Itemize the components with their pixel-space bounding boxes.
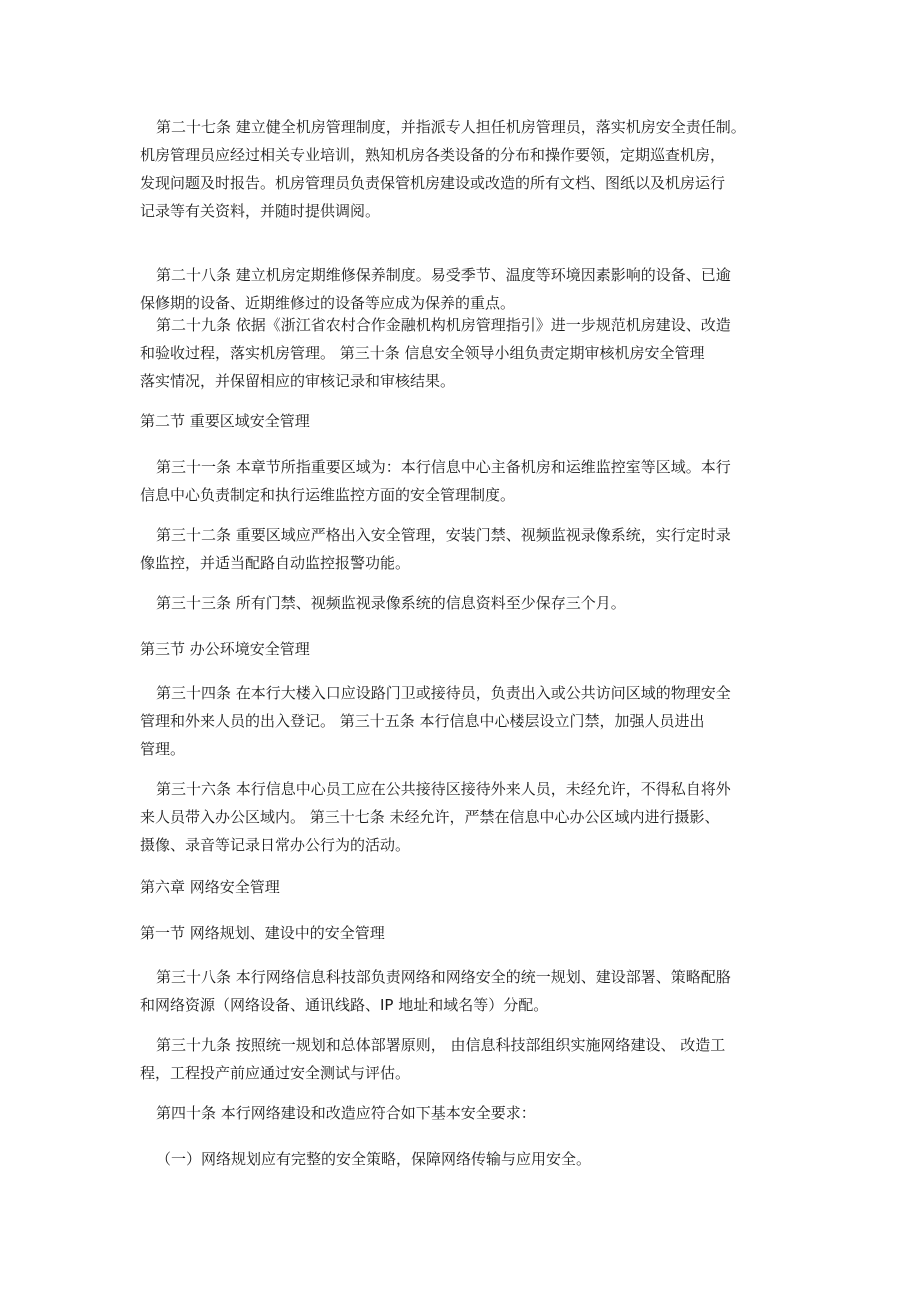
article-38-line-1: 第三十八条 本行网络信息科技部负责网络和网络安全的统一规划、建设部署、策略配胳 [156, 968, 731, 986]
article-27-line-1: 第二十七条 建立健全机房管理制度，并指派专人担任机房管理员，落实机房安全责任制。 [156, 118, 746, 136]
article-39-line-1: 第三十九条 按照统一规划和总体部署原则， 由信息科技部组织实施网络建设、 改造工 [156, 1036, 726, 1054]
article-28-line-2: 保修期的设备、近期维修过的设备等应成为保养的重点。 [140, 294, 516, 312]
article-40-line-1: 第四十条 本行网络建设和改造应符合如下基本安全要求： [156, 1104, 536, 1122]
section-3-title: 第三节 办公环境安全管理 [140, 640, 310, 658]
article-36-line-1: 第三十六条 本行信息中心员工应在公共接待区接待外来人员，未经允许，不得私自将外 [156, 780, 731, 798]
article-29-line-2: 和验收过程，落实机房管理。 第三十条 信息安全领导小组负责定期审核机房安全管理 [140, 344, 705, 362]
chapter-6-title: 第六章 网络安全管理 [140, 878, 280, 896]
article-38-line-2: 和网络资源（网络设备、通讯线路、IP 地址和域名等）分配。 [140, 996, 549, 1014]
section-2-title: 第二节 重要区域安全管理 [140, 412, 310, 430]
article-33-line-1: 第三十三条 所有门禁、视频监视录像系统的信息资料至少保存三个月。 [156, 594, 626, 612]
section-1-title: 第一节 网络规划、建设中的安全管理 [140, 924, 385, 942]
chapter-6-heading [140, 873, 790, 901]
section-3-heading [140, 635, 790, 663]
article-29-line-1: 第二十九条 依据《浙江省农村合作金融机构机房管理指引》进一步规范机房建设、改造 [156, 316, 731, 334]
article-29 [140, 311, 790, 395]
article-31-line-2: 信息中心负责制定和执行运维监控方面的安全管理制度。 [140, 486, 516, 504]
section-2-heading [140, 407, 790, 435]
article-31-line-1: 第三十一条 本章节所指重要区域为：本行信息中心主备机房和运维监控室等区域。本行 [156, 458, 731, 476]
article-34-line-1: 第三十四条 在本行大楼入口应设路门卫或接待员，负责出入或公共访问区域的物理安全 [156, 684, 731, 702]
article-36-line-2: 来人员带入办公区域内。 第三十七条 未经允许，严禁在信息中心办公区域内进行摄影、 [140, 808, 720, 826]
article-32-line-2: 像监控，并适当配路自动监控报警功能。 [140, 554, 411, 572]
article-34-line-2: 管理和外来人员的出入登记。 第三十五条 本行信息中心楼层设立门禁，加强人员进出 [140, 712, 705, 730]
article-36 [140, 775, 790, 859]
article-28 [140, 261, 790, 317]
article-34-line-3: 管理。 [140, 740, 186, 758]
item-1-line-1: （一）网络规划应有完整的安全策略，保障网络传输与应用安全。 [156, 1150, 592, 1168]
article-27-line-4: 记录等有关资料，并随时提供调阅。 [140, 202, 381, 220]
item-1 [140, 1145, 790, 1173]
article-27-line-2: 机房管理员应经过相关专业培训，熟知机房各类设备的分布和操作要领，定期巡查机房， [140, 146, 726, 164]
article-32-line-1: 第三十二条 重要区域应严格出入安全管理，安装门禁、视频监视录像系统，实行定时录 [156, 526, 731, 544]
article-36-line-3: 摄像、录音等记录日常办公行为的活动。 [140, 836, 411, 854]
article-34 [140, 679, 790, 763]
article-39 [140, 1031, 790, 1087]
article-27-line-3: 发现问题及时报告。机房管理员负责保管机房建设或改造的所有文档、图纸以及机房运行 [140, 174, 726, 192]
article-28-line-1: 第二十八条 建立机房定期维修保养制度。易受季节、温度等环境因素影响的设备、已逾 [156, 266, 731, 284]
article-40 [140, 1099, 790, 1127]
article-29-line-3: 落实情况，并保留相应的审核记录和审核结果。 [140, 372, 456, 390]
article-38 [140, 963, 790, 1019]
article-33 [140, 589, 790, 617]
article-39-line-2: 程，工程投产前应通过安全测试与评估。 [140, 1064, 411, 1082]
article-31 [140, 453, 790, 509]
article-32 [140, 521, 790, 577]
section-1-heading [140, 919, 790, 947]
article-27 [140, 113, 790, 225]
